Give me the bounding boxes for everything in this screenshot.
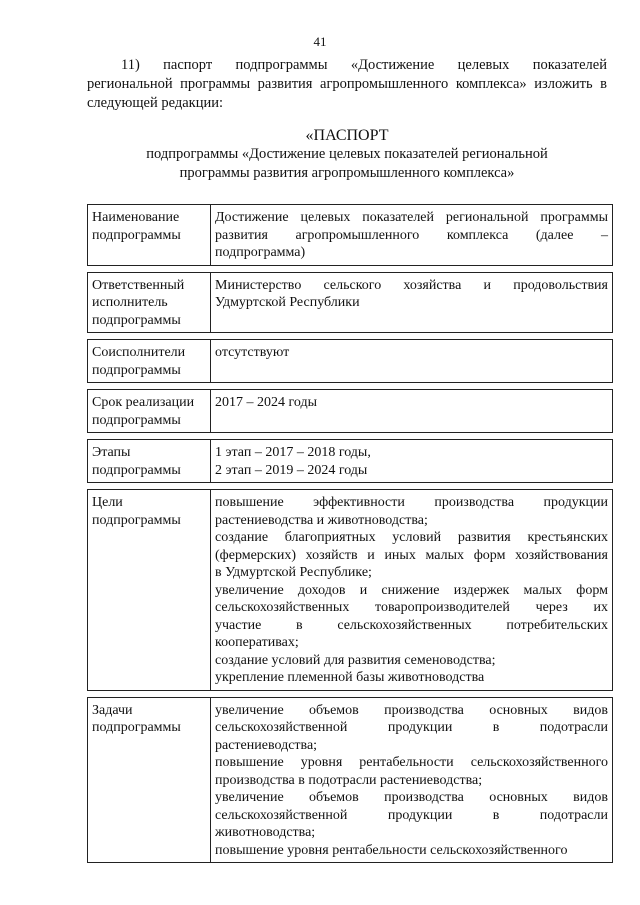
- table-row: [87, 697, 613, 864]
- row-value-cell: [211, 272, 613, 334]
- passport-subtitle-line-1: подпрограммы «Достижение целевых показателей региональной: [146, 146, 548, 162]
- row-value-line: повышение уровня рентабельности сельскохозяйственного: [215, 842, 568, 858]
- row-label-line: подпрограммы: [92, 512, 181, 528]
- row-value-cell: [211, 439, 613, 483]
- row-value-line: кооперативах;: [215, 635, 299, 650]
- row-label-line: Наименование: [92, 210, 180, 225]
- row-value-cell: [211, 489, 613, 691]
- row-value-line: повышение эффективности производства продукции: [215, 495, 608, 510]
- intro-line-1: 11) паспорт подпрограммы «Достижение целевых показателей: [121, 57, 607, 73]
- row-label-line: подпрограммы: [92, 312, 181, 328]
- row-value-line: создание условий для развития семеноводства;: [215, 652, 496, 668]
- passport-table: [87, 198, 613, 869]
- row-label-line: подпрограммы: [92, 412, 181, 428]
- row-label-line: подпрограммы: [92, 362, 181, 378]
- row-label-cell: [87, 697, 211, 864]
- row-label-line: Цели: [92, 495, 123, 510]
- table-row: [87, 439, 613, 483]
- row-value-line: Министерство сельского хозяйства и продовольствия: [215, 277, 608, 293]
- row-label-line: подпрограммы: [92, 720, 181, 735]
- row-value-line: увеличение объемов производства основных видов: [215, 790, 608, 805]
- row-value-line: создание благоприятных условий развития крестьянских: [215, 530, 608, 545]
- row-value-line: животноводства;: [215, 825, 316, 840]
- row-label-cell: [87, 489, 211, 691]
- row-value-cell: [211, 204, 613, 266]
- row-label-line: Соисполнители: [92, 345, 186, 360]
- table-row: [87, 389, 613, 433]
- passport-table-body: [87, 204, 613, 863]
- row-label-cell: [87, 204, 211, 266]
- row-value-line: сельскохозяйственной продукции в подотрасли: [215, 807, 608, 823]
- row-label-line: подпрограммы: [92, 462, 181, 478]
- row-label-line: исполнитель: [92, 295, 168, 310]
- row-value-line: Достижение целевых показателей региональной программы: [215, 210, 608, 225]
- row-label-cell: [87, 439, 211, 483]
- row-value-cell: [211, 389, 613, 433]
- row-value-cell: [211, 697, 613, 864]
- row-label-line: Срок реализации: [92, 395, 195, 410]
- table-row: [87, 489, 613, 691]
- row-value-cell: [211, 339, 613, 383]
- row-value-line: 2 этап – 2019 – 2024 годы: [215, 462, 368, 478]
- intro-line-2: региональной программы развития агропромышленного комплекса» изложить в: [87, 76, 607, 92]
- row-value-line: (фермерских) хозяйств и иных малых форм хозяйствования: [215, 547, 608, 563]
- row-value-line: Удмуртской Республики: [215, 295, 360, 310]
- row-label-cell: [87, 272, 211, 334]
- row-value-line: увеличение доходов и снижение издержек малых форм: [215, 582, 608, 598]
- row-label-cell: [87, 389, 211, 433]
- row-label-line: подпрограммы: [92, 227, 181, 243]
- row-label-line: Этапы: [92, 445, 131, 460]
- page-number: 41: [313, 34, 327, 49]
- row-value-line: увеличение объемов производства основных видов: [215, 702, 608, 718]
- row-value-line: в Удмуртской Республике;: [215, 565, 372, 580]
- passport-heading: [87, 126, 607, 183]
- intro-line-3: следующей редакции:: [87, 95, 224, 111]
- row-value-line: развития агропромышленного комплекса (далее –: [215, 227, 608, 243]
- row-value-line: сельскохозяйственных товаропроизводителей через их: [215, 600, 608, 615]
- row-value-line: производства в подотрасли растениеводства;: [215, 772, 483, 788]
- row-value-line: подпрограмма): [215, 245, 306, 260]
- intro-paragraph: [87, 56, 607, 113]
- row-value-line: 2017 – 2024 годы: [215, 395, 318, 410]
- row-value-line: сельскохозяйственной продукции в подотрасли: [215, 720, 608, 735]
- row-value-line: повышение уровня рентабельности сельскохозяйственного: [215, 755, 608, 770]
- table-row: [87, 339, 613, 383]
- row-value-line: 1 этап – 2017 – 2018 годы,: [215, 445, 371, 460]
- row-value-line: участие в сельскохозяйственных потребительских: [215, 617, 608, 633]
- passport-title: «ПАСПОРТ: [305, 127, 389, 144]
- table-row: [87, 204, 613, 266]
- row-label-cell: [87, 339, 211, 383]
- row-label-line: Задачи: [92, 702, 133, 718]
- row-value-line: укрепление племенной базы животноводства: [215, 670, 485, 685]
- row-value-line: растениеводства и животноводства;: [215, 512, 428, 528]
- row-label-line: Ответственный: [92, 277, 185, 293]
- row-value-line: растениеводства;: [215, 737, 318, 753]
- row-value-line: отсутствуют: [215, 345, 290, 360]
- table-row: [87, 272, 613, 334]
- passport-subtitle-line-2: программы развития агропромышленного комплекса»: [179, 165, 515, 181]
